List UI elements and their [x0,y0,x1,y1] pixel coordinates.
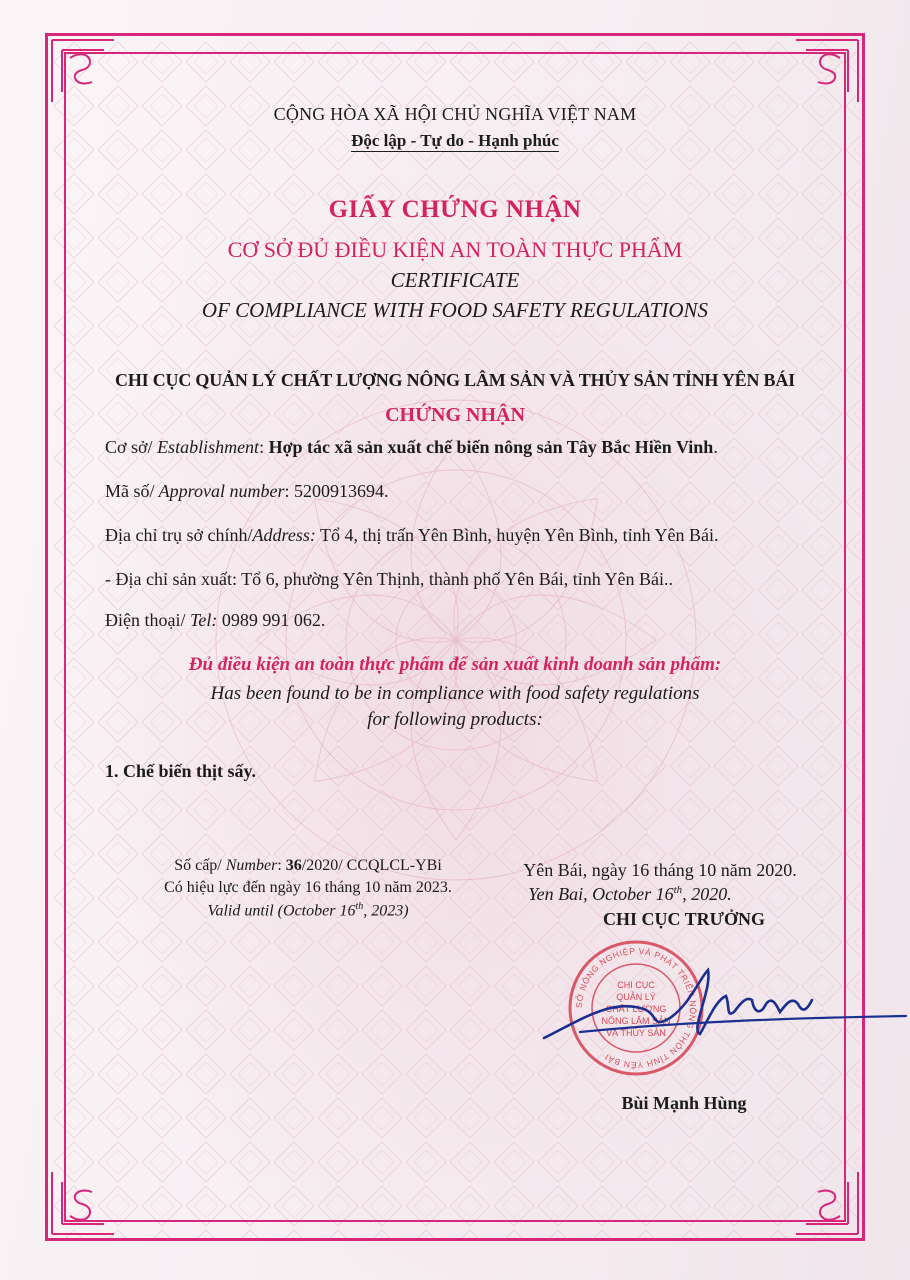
certifies-heading: CHỨNG NHẬN [385,404,525,426]
phone-label-en: Tel: [185,610,218,630]
corner-ornament-top-right [792,36,862,106]
phone-row [105,610,325,631]
seal-center-line-3: CHẤT LƯỢNG [605,1004,667,1014]
approval-value: 5200913694. [294,481,389,501]
production-address-row [105,569,673,590]
eligibility-statement-en-1: Has been found to be in compliance with food safety regulations [210,683,700,704]
signer-position: CHI CỤC TRƯỞNG [602,909,765,929]
validity-en-prefix: Valid until (October 16 [207,902,356,920]
issue-number: Số cấp/ Number: 36/2020/ CCQLCL-YBi [174,857,442,874]
issuing-agency: CHI CỤC QUẢN LÝ CHẤT LƯỢNG NÔNG LÂM SẢN VÀ THỦY SẢN TỈNH YÊN BÁI [115,370,795,390]
national-motto [0,131,910,151]
validity-vi: Có hiệu lực đến ngày 16 tháng 10 năm 2023. [164,879,452,896]
establishment-label-en: Establishment [152,437,260,457]
approval-row: Mã số/ Approval number: 5200913694. [105,481,389,501]
address-label-en: Address: [252,525,316,545]
issue-number-label: Số cấp/ [174,857,222,874]
approval-label-en: Approval number [154,481,285,501]
handwritten-signature [540,960,910,1050]
corner-ornament-top-left [48,36,118,106]
signing-date-en-prefix: Yen Bai, October 16 [528,884,674,904]
establishment-label: Cơ sở/ [105,437,153,457]
seal-ring-text: SỞ NÔNG NGHIỆP VÀ PHÁT TRIỂN NÔNG THÔN TỈNH YÊN BÁI [573,945,699,1071]
product-list-item: 1. Chế biến thịt sấy. [105,761,257,781]
establishment-row: Cơ sở/ Establishment: Hợp tác xã sản xuất chế biến nông sản Tây Bắc Hiền Vinh. [105,437,718,457]
phone-value: 0989 991 062. [221,610,326,630]
signing-date-vi: Yên Bái, ngày 16 tháng 10 năm 2020. [523,860,797,880]
eligibility-statement-en-2: for following products: [367,709,543,730]
production-address-label: - Địa chỉ sản xuất: [105,569,237,589]
corner-ornament-bottom-left [48,1168,118,1238]
certificate-title: GIẤY CHỨNG NHẬN [328,196,582,223]
national-title: CỘNG HÒA XÃ HỘI CHỦ NGHĨA VIỆT NAM [273,104,637,124]
signing-date-en-sup: th [673,884,683,896]
seal-center-line-5: VÀ THỦY SẢN [606,1028,666,1038]
address-value: Tổ 4, thị trấn Yên Bình, huyện Yên Bình, tỉnh Yên Bái. [320,525,719,545]
validity-en-sup: th [355,901,364,912]
seal-center-line-2: QUẢN LÝ [616,992,656,1002]
production-address-value: Tổ 6, phường Yên Thịnh, thành phố Yên Bái, tỉnh Yên Bái.. [241,569,674,589]
certificate-title-en: CERTIFICATE [390,268,520,292]
establishment-value: Hợp tác xã sản xuất chế biến nông sản Tây Bắc Hiền Vinh [268,437,714,457]
validity-en [138,901,478,920]
address-label: Địa chỉ trụ sở chính/ [105,525,253,545]
eligibility-statement-vi: Đủ điều kiện an toàn thực phẩm để sản xuất kinh doanh sản phẩm: [188,654,722,675]
phone-label: Điện thoại/ [105,610,186,630]
signing-date-en-suffix: , 2020. [682,884,732,904]
signing-date-en [440,884,820,905]
validity-en-suffix: , 2023) [363,902,409,920]
certificate-subtitle-en: OF COMPLIANCE WITH FOOD SAFETY REGULATIONS [201,298,709,322]
national-motto-text: Độc lập - Tự do - Hạnh phúc [351,131,559,150]
seal-center-line-4: NÔNG LÂM SẢN [601,1016,671,1026]
issue-number-label-en: Number [221,857,278,874]
seal-center-line-1: CHI CỤC [617,980,655,990]
certificate-subtitle: CƠ SỞ ĐỦ ĐIỀU KIỆN AN TOÀN THỰC PHẨM [227,237,683,262]
issue-number-rest: /2020/ CCQLCL-YBi [301,857,442,874]
approval-label: Mã số/ [105,481,155,501]
issue-number-bold: 36 [285,857,302,874]
address-row [105,525,718,546]
corner-ornament-bottom-right [792,1168,862,1238]
signer-name: Bùi Mạnh Hùng [621,1093,747,1113]
